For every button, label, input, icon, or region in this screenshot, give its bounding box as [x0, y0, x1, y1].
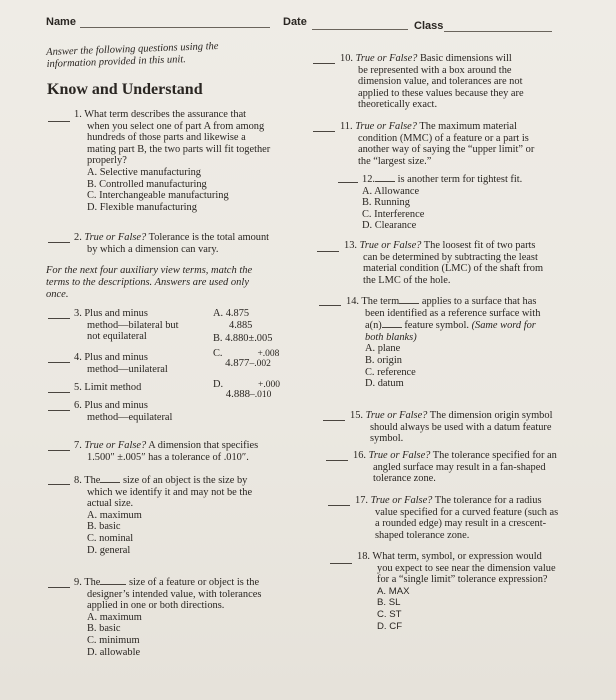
- true-false-label: True or False?: [368, 450, 431, 461]
- option: D. Clearance: [362, 220, 417, 232]
- question-1: [74, 109, 270, 213]
- inline-blank[interactable]: [382, 319, 402, 328]
- answer-blank-15[interactable]: [323, 420, 345, 421]
- option: B. basic: [87, 623, 121, 635]
- question-text: the LMC of the hole.: [363, 274, 451, 286]
- instruction-line: once.: [46, 289, 69, 300]
- question-text: size of a feature or object is the: [128, 577, 260, 588]
- option: D. datum: [365, 378, 404, 390]
- question-12: [362, 173, 522, 232]
- match-option-d: [213, 379, 280, 399]
- true-false-label: True or False?: [370, 495, 433, 506]
- option: A. plane: [365, 343, 401, 355]
- question-text: dimension value, and tolerances are not: [358, 76, 523, 88]
- question-text: value specified for a curved feature (such as: [375, 506, 559, 518]
- question-text: material condition (LMC) of the shaft from: [363, 263, 544, 275]
- inline-blank[interactable]: [399, 295, 419, 304]
- question-17: [355, 495, 558, 541]
- true-false-label: True or False?: [365, 410, 428, 421]
- question-number: 18.: [357, 551, 370, 562]
- question-text: not equilateral: [87, 331, 147, 343]
- option: B. Running: [362, 197, 410, 209]
- question-text: actual size.: [87, 498, 134, 510]
- lower-tolerance: –.010: [250, 390, 272, 400]
- question-text: method—equilateral: [87, 411, 173, 423]
- option: A. maximum: [87, 509, 142, 521]
- answer-blank-2[interactable]: [48, 242, 70, 243]
- upper-tolerance: +.008: [257, 349, 280, 359]
- option: B. SL: [377, 597, 401, 609]
- inline-blank[interactable]: [375, 173, 395, 182]
- question-text: method—unilateral: [87, 363, 168, 375]
- name-field[interactable]: [80, 27, 270, 28]
- lower-tolerance: –.002: [249, 359, 271, 369]
- question-text: The tolerance for a radius: [432, 495, 542, 506]
- question-text: tolerance zone.: [373, 473, 436, 485]
- question-text: The dimension origin symbol: [427, 410, 553, 421]
- question-text: should always be used with a datum feature: [370, 421, 552, 433]
- question-text: The loosest fit of two parts: [421, 240, 536, 251]
- option-letter: A.: [213, 308, 224, 319]
- option: D. general: [87, 544, 131, 556]
- question-3: [74, 308, 178, 343]
- answer-blank-4[interactable]: [48, 362, 70, 363]
- instruction-line: terms to the descriptions. Answers are used only: [46, 277, 249, 288]
- question-note: (Same word for: [468, 320, 536, 332]
- answer-blank-12[interactable]: [338, 182, 358, 183]
- option: C. reference: [365, 366, 416, 378]
- match-option-b: [213, 333, 272, 345]
- option: D. CF: [377, 620, 403, 632]
- answer-blank-9[interactable]: [48, 587, 70, 588]
- question-number: 9.: [74, 577, 82, 588]
- true-false-label: True or False?: [84, 232, 147, 243]
- answer-blank-14[interactable]: [319, 305, 341, 306]
- question-7: [74, 440, 258, 463]
- question-number: 12.: [362, 174, 375, 185]
- option: B. basic: [87, 521, 121, 533]
- answer-blank-10[interactable]: [313, 63, 335, 64]
- intro-line: Answer the following questions using the: [46, 40, 219, 58]
- option: A. Allowance: [362, 185, 420, 197]
- question-text: can be determined by subtracting the least: [363, 251, 538, 263]
- true-false-label: True or False?: [359, 240, 422, 251]
- option: A. Selective manufacturing: [87, 166, 201, 178]
- question-8: [74, 474, 252, 556]
- question-text: by which a dimension can vary.: [87, 243, 219, 255]
- question-number: 11.: [340, 121, 353, 132]
- option-letter: D.: [213, 379, 224, 390]
- option: C. ST: [377, 608, 402, 620]
- option-letter: C.: [213, 348, 223, 359]
- date-label: Date: [283, 16, 307, 28]
- option-value: 4.888: [225, 388, 251, 401]
- inline-blank[interactable]: [100, 474, 120, 483]
- question-text: angled surface may result in a fan-shaped: [373, 461, 546, 473]
- question-number: 7.: [74, 440, 82, 451]
- question-text: What term describes the assurance that: [84, 109, 247, 120]
- question-text: The: [84, 577, 101, 588]
- answer-blank-13[interactable]: [317, 251, 339, 252]
- question-18: [357, 551, 556, 632]
- answer-blank-1[interactable]: [48, 121, 70, 122]
- option: D. allowable: [87, 646, 141, 658]
- option: B. Controlled manufacturing: [87, 178, 207, 190]
- upper-tolerance: +.000: [258, 380, 280, 390]
- question-text: which we identify it and may not be the: [87, 486, 253, 498]
- option-value: 4.877: [225, 357, 250, 370]
- answer-blank-17[interactable]: [328, 505, 350, 506]
- question-text: size of an object is the size by: [122, 475, 248, 486]
- question-text: a rounded edge) may result in a crescent-: [375, 518, 547, 530]
- question-number: 4.: [74, 352, 82, 363]
- option: A. maximum: [87, 611, 142, 623]
- question-9: [74, 576, 261, 658]
- question-4: [74, 352, 168, 375]
- question-text: you expect to see near the dimension value: [377, 562, 556, 574]
- question-text: been identified as a reference surface with: [365, 307, 541, 319]
- question-text: another way of saying the “upper limit” or: [358, 144, 535, 156]
- question-text: shaped tolerance zone.: [375, 529, 470, 541]
- question-text: Tolerance is the total amount: [146, 232, 270, 243]
- question-6: [74, 400, 172, 423]
- option: A. MAX: [377, 585, 410, 597]
- question-text: What term, symbol, or expression would: [372, 551, 542, 562]
- question-text: properly?: [87, 155, 127, 167]
- question-text: applies to a surface that has: [421, 296, 537, 307]
- question-text: Plus and minus: [84, 400, 148, 411]
- question-number: 15.: [350, 410, 363, 421]
- question-number: 1.: [74, 109, 82, 120]
- question-text: Basic dimensions will: [417, 53, 512, 64]
- match-option-c: [213, 348, 279, 368]
- question-text: applied in one or both directions.: [87, 600, 225, 612]
- option: C. nominal: [87, 532, 134, 544]
- question-16: [353, 450, 557, 485]
- question-text: applied to these values because they are: [358, 87, 524, 99]
- question-text: method—bilateral but: [87, 319, 179, 331]
- question-number: 2.: [74, 232, 82, 243]
- option-value: B. 4.880±.005: [213, 333, 273, 344]
- question-13: [344, 240, 543, 286]
- question-text: theoretically exact.: [358, 99, 438, 111]
- question-number: 16.: [353, 450, 366, 461]
- question-number: 3.: [74, 308, 82, 319]
- answer-blank-5[interactable]: [48, 392, 70, 393]
- question-note: both blanks): [365, 331, 417, 343]
- question-10: [340, 53, 524, 111]
- answer-blank-16[interactable]: [326, 460, 348, 461]
- question-text: when you select one of part A from among: [87, 120, 265, 132]
- question-text: the “largest size.”: [358, 155, 432, 167]
- question-text: The tolerance specified for an: [430, 450, 557, 461]
- true-false-label: True or False?: [84, 440, 147, 451]
- question-2: [74, 232, 269, 255]
- question-text: Plus and minus: [84, 308, 148, 319]
- question-number: 10.: [340, 53, 353, 64]
- question-text: 1.500″ ±.005″ has a tolerance of .010″.: [87, 451, 249, 463]
- option: C. minimum: [87, 634, 140, 646]
- question-text: is another term for tightest fit.: [397, 174, 523, 185]
- intro-line: information provided in this unit.: [46, 54, 187, 70]
- option-value: 4.875: [225, 308, 250, 319]
- question-text: Limit method: [84, 382, 142, 393]
- question-text: The: [84, 475, 101, 486]
- question-text: condition (MMC) of a feature or a part is: [358, 132, 529, 144]
- answer-blank-3[interactable]: [48, 318, 70, 319]
- option-value: 4.885: [229, 319, 253, 331]
- section-title: Know and Understand: [47, 81, 203, 98]
- option: D. Flexible manufacturing: [87, 201, 197, 213]
- option: C. Interchangeable manufacturing: [87, 190, 229, 202]
- question-number: 17.: [355, 495, 368, 506]
- question-text: feature symbol.: [404, 320, 469, 332]
- intro-text: [46, 41, 219, 71]
- question-number: 5.: [74, 382, 82, 393]
- answer-blank-18[interactable]: [330, 563, 352, 564]
- class-label: Class: [414, 20, 444, 32]
- answer-blank-6[interactable]: [48, 410, 70, 411]
- option: B. origin: [365, 354, 402, 366]
- question-number: 8.: [74, 475, 82, 486]
- question-11: [340, 121, 534, 167]
- question-text: mating part B, the two parts will fit together: [87, 143, 271, 155]
- inline-blank[interactable]: [100, 576, 126, 585]
- date-field[interactable]: [312, 29, 408, 30]
- question-5: [74, 382, 141, 394]
- question-number: 14.: [346, 296, 359, 307]
- question-14: [346, 295, 540, 390]
- name-label: Name: [46, 16, 76, 28]
- question-number: 6.: [74, 400, 82, 411]
- question-text: a(n): [365, 320, 382, 332]
- true-false-label: True or False?: [355, 121, 417, 132]
- question-number: 13.: [344, 240, 357, 251]
- question-text: The maximum material: [417, 121, 517, 132]
- question-text: be represented with a box around the: [358, 64, 512, 76]
- question-text: A dimension that specifies: [146, 440, 259, 451]
- answer-blank-11[interactable]: [313, 131, 335, 132]
- matching-instructions: [46, 265, 252, 301]
- question-text: symbol.: [370, 433, 404, 445]
- answer-blank-7[interactable]: [48, 450, 70, 451]
- question-15: [350, 410, 552, 445]
- question-text: for a “single limit” tolerance expression?: [377, 574, 548, 586]
- option: C. Interference: [362, 208, 425, 220]
- question-text: designer’s intended value, with tolerances: [87, 588, 262, 600]
- class-field[interactable]: [444, 31, 552, 32]
- question-text: Plus and minus: [84, 352, 148, 363]
- instruction-line: For the next four auxiliary view terms, match the: [46, 265, 253, 276]
- question-text: hundreds of those parts and likewise a: [87, 132, 246, 144]
- question-text: The term: [361, 296, 400, 307]
- match-option-a: [213, 308, 252, 331]
- answer-blank-8[interactable]: [48, 484, 70, 485]
- true-false-label: True or False?: [355, 53, 418, 64]
